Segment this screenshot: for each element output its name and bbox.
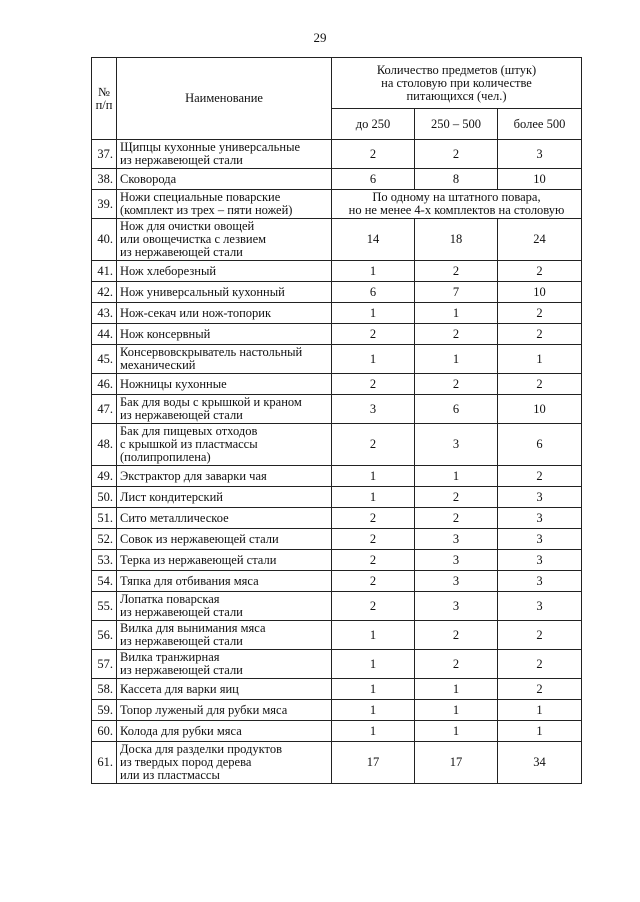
- row-number: 47.: [92, 395, 117, 424]
- qty-250-500: 2: [415, 650, 498, 679]
- row-number: 49.: [92, 466, 117, 487]
- row-number: 39.: [92, 190, 117, 219]
- row-number: 58.: [92, 679, 117, 700]
- qty-up-to-250: 6: [332, 169, 415, 190]
- qty-over-500: 3: [498, 140, 582, 169]
- qty-up-to-250: 1: [332, 345, 415, 374]
- qty-up-to-250: 2: [332, 324, 415, 345]
- qty-250-500: 17: [415, 742, 498, 784]
- table-row: [92, 324, 582, 345]
- table-row: [92, 550, 582, 571]
- item-name: Совок из нержавеющей стали: [117, 529, 332, 550]
- row-number: 45.: [92, 345, 117, 374]
- table-row: [92, 650, 582, 679]
- qty-250-500: 3: [415, 550, 498, 571]
- item-name: Нож хлеборезный: [117, 261, 332, 282]
- row-number: 46.: [92, 374, 117, 395]
- table-row: [92, 190, 582, 219]
- qty-over-500: 3: [498, 508, 582, 529]
- table-row: [92, 219, 582, 261]
- qty-over-500: 1: [498, 700, 582, 721]
- row-number: 56.: [92, 621, 117, 650]
- qty-up-to-250: 2: [332, 529, 415, 550]
- table-row: [92, 303, 582, 324]
- qty-over-500: 3: [498, 592, 582, 621]
- qty-up-to-250: 1: [332, 303, 415, 324]
- table-row: [92, 395, 582, 424]
- qty-up-to-250: 2: [332, 374, 415, 395]
- qty-up-to-250: 1: [332, 621, 415, 650]
- row-number: 44.: [92, 324, 117, 345]
- qty-over-500: 2: [498, 621, 582, 650]
- table-row: [92, 571, 582, 592]
- item-name: Кассета для варки яиц: [117, 679, 332, 700]
- table-row: [92, 508, 582, 529]
- table-row: [92, 424, 582, 466]
- item-name: Сковорода: [117, 169, 332, 190]
- qty-up-to-250: 1: [332, 487, 415, 508]
- row-number: 50.: [92, 487, 117, 508]
- table-row: [92, 529, 582, 550]
- qty-over-500: 2: [498, 261, 582, 282]
- item-name: Топор луженый для рубки мяса: [117, 700, 332, 721]
- table-row: [92, 374, 582, 395]
- qty-up-to-250: 1: [332, 700, 415, 721]
- qty-over-500: 3: [498, 487, 582, 508]
- header-col-up-to-250: до 250: [332, 109, 415, 140]
- table-row: [92, 721, 582, 742]
- item-name: Колода для рубки мяса: [117, 721, 332, 742]
- qty-up-to-250: 1: [332, 466, 415, 487]
- item-name: Щипцы кухонные универсальные из нержавеющей стали: [117, 140, 332, 169]
- qty-over-500: 3: [498, 550, 582, 571]
- qty-over-500: 10: [498, 282, 582, 303]
- header-col-over-500: более 500: [498, 109, 582, 140]
- table-header: [92, 58, 582, 140]
- qty-over-500: 10: [498, 395, 582, 424]
- qty-over-500: 1: [498, 345, 582, 374]
- row-number: 41.: [92, 261, 117, 282]
- item-name: Бак для пищевых отходов с крышкой из пластмассы (полипропилена): [117, 424, 332, 466]
- item-name: Сито металлическое: [117, 508, 332, 529]
- qty-over-500: 3: [498, 529, 582, 550]
- table-row: [92, 140, 582, 169]
- qty-250-500: 1: [415, 679, 498, 700]
- table-row: [92, 261, 582, 282]
- table-row: [92, 282, 582, 303]
- row-number: 38.: [92, 169, 117, 190]
- qty-250-500: 7: [415, 282, 498, 303]
- qty-250-500: 3: [415, 529, 498, 550]
- qty-250-500: 2: [415, 487, 498, 508]
- qty-up-to-250: 17: [332, 742, 415, 784]
- row-number: 57.: [92, 650, 117, 679]
- item-name: Тяпка для отбивания мяса: [117, 571, 332, 592]
- row-number: 40.: [92, 219, 117, 261]
- qty-over-500: 1: [498, 721, 582, 742]
- item-name: Нож-секач или нож-топорик: [117, 303, 332, 324]
- table-body: [92, 140, 582, 784]
- qty-250-500: 1: [415, 466, 498, 487]
- qty-up-to-250: 1: [332, 679, 415, 700]
- table-row: [92, 679, 582, 700]
- page-number: 29: [313, 30, 327, 45]
- table-row: [92, 345, 582, 374]
- qty-250-500: 8: [415, 169, 498, 190]
- qty-up-to-250: 2: [332, 140, 415, 169]
- qty-250-500: 6: [415, 395, 498, 424]
- qty-up-to-250: 6: [332, 282, 415, 303]
- row-number: 59.: [92, 700, 117, 721]
- table-row: [92, 169, 582, 190]
- qty-250-500: 18: [415, 219, 498, 261]
- row-number: 61.: [92, 742, 117, 784]
- item-name: Терка из нержавеющей стали: [117, 550, 332, 571]
- row-number: 51.: [92, 508, 117, 529]
- item-name: Консервовскрыватель настольный механический: [117, 345, 332, 374]
- header-col-250-500: 250 – 500: [415, 109, 498, 140]
- qty-over-500: 2: [498, 466, 582, 487]
- row-number: 42.: [92, 282, 117, 303]
- item-name: Бак для воды с крышкой и краном из нержавеющей стали: [117, 395, 332, 424]
- equipment-table: [91, 57, 582, 784]
- qty-over-500: 2: [498, 303, 582, 324]
- qty-250-500: 1: [415, 345, 498, 374]
- qty-250-500: 1: [415, 700, 498, 721]
- qty-up-to-250: 14: [332, 219, 415, 261]
- item-name: Вилка транжирная из нержавеющей стали: [117, 650, 332, 679]
- qty-over-500: 3: [498, 571, 582, 592]
- qty-over-500: 2: [498, 650, 582, 679]
- header-name: Наименование: [117, 58, 332, 140]
- row-number: 43.: [92, 303, 117, 324]
- header-quantity: Количество предметов (штук) на столовую при количестве питающихся (чел.): [332, 58, 582, 109]
- qty-over-500: 2: [498, 324, 582, 345]
- row-number: 55.: [92, 592, 117, 621]
- qty-250-500: 2: [415, 374, 498, 395]
- qty-250-500: 1: [415, 721, 498, 742]
- qty-over-500: 24: [498, 219, 582, 261]
- qty-250-500: 3: [415, 592, 498, 621]
- qty-up-to-250: 2: [332, 508, 415, 529]
- item-name: Доска для разделки продуктов из твердых пород дерева или из пластмассы: [117, 742, 332, 784]
- item-name: Нож для очистки овощей или овощечистка с лезвием из нержавеющей стали: [117, 219, 332, 261]
- qty-up-to-250: 2: [332, 571, 415, 592]
- qty-over-500: 10: [498, 169, 582, 190]
- item-name: Нож универсальный кухонный: [117, 282, 332, 303]
- table-row: [92, 621, 582, 650]
- header-number: № п/п: [92, 58, 117, 140]
- qty-up-to-250: 1: [332, 650, 415, 679]
- item-name: Ножи специальные поварские (комплект из трех – пяти ножей): [117, 190, 332, 219]
- qty-250-500: 2: [415, 324, 498, 345]
- qty-up-to-250: 1: [332, 721, 415, 742]
- item-name: Вилка для вынимания мяса из нержавеющей стали: [117, 621, 332, 650]
- table-row: [92, 700, 582, 721]
- qty-up-to-250: 2: [332, 550, 415, 571]
- qty-up-to-250: 2: [332, 592, 415, 621]
- qty-over-500: 6: [498, 424, 582, 466]
- row-number: 48.: [92, 424, 117, 466]
- item-name: Ножницы кухонные: [117, 374, 332, 395]
- qty-250-500: 2: [415, 508, 498, 529]
- qty-over-500: 34: [498, 742, 582, 784]
- qty-up-to-250: 2: [332, 424, 415, 466]
- qty-over-500: 2: [498, 679, 582, 700]
- row-number: 53.: [92, 550, 117, 571]
- qty-250-500: 2: [415, 261, 498, 282]
- qty-250-500: 2: [415, 140, 498, 169]
- row-number: 37.: [92, 140, 117, 169]
- qty-250-500: 3: [415, 571, 498, 592]
- table-row: [92, 592, 582, 621]
- table-row: [92, 742, 582, 784]
- item-name: Лопатка поварская из нержавеющей стали: [117, 592, 332, 621]
- table-row: [92, 466, 582, 487]
- qty-250-500: 3: [415, 424, 498, 466]
- row-number: 54.: [92, 571, 117, 592]
- qty-250-500: 1: [415, 303, 498, 324]
- qty-over-500: 2: [498, 374, 582, 395]
- merged-quantity-note: По одному на штатного повара, но не менее 4-х комплектов на столовую: [332, 190, 582, 219]
- item-name: Лист кондитерский: [117, 487, 332, 508]
- row-number: 52.: [92, 529, 117, 550]
- qty-up-to-250: 1: [332, 261, 415, 282]
- table-row: [92, 487, 582, 508]
- row-number: 60.: [92, 721, 117, 742]
- item-name: Экстрактор для заварки чая: [117, 466, 332, 487]
- qty-up-to-250: 3: [332, 395, 415, 424]
- qty-250-500: 2: [415, 621, 498, 650]
- item-name: Нож консервный: [117, 324, 332, 345]
